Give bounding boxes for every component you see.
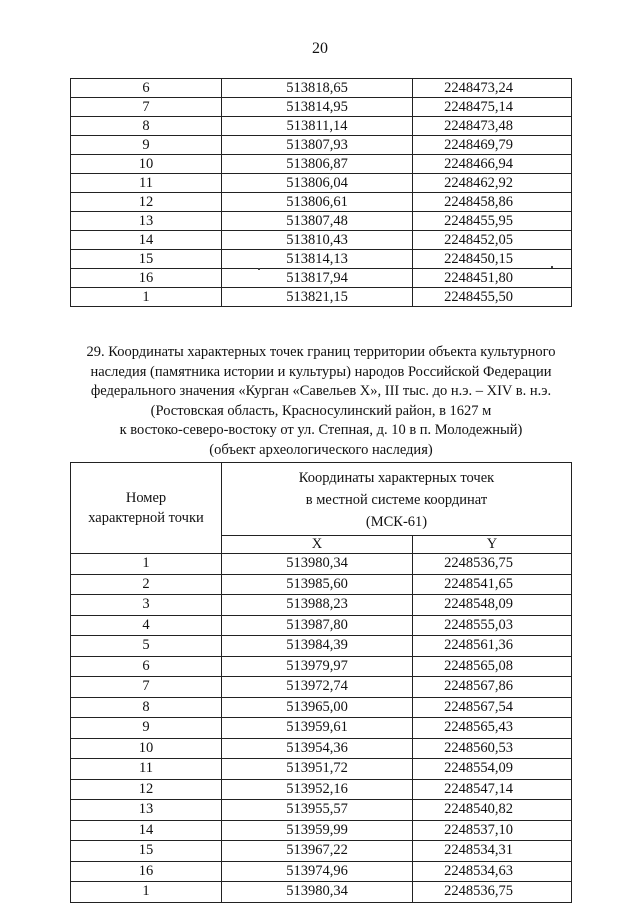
cell-point-number: 6 bbox=[71, 656, 222, 677]
cell-x-coordinate: 513951,72 bbox=[222, 759, 413, 780]
cell-x-coordinate: 513814,95 bbox=[222, 98, 413, 117]
header-line: в местной системе координат bbox=[305, 492, 488, 508]
header-line: Номер bbox=[125, 490, 167, 506]
page-number: 20 bbox=[312, 40, 328, 57]
cell-point-number: 11 bbox=[71, 174, 222, 193]
cell-x-coordinate: 513811,14 bbox=[222, 117, 413, 136]
table-row bbox=[71, 174, 572, 193]
table-row bbox=[71, 288, 572, 307]
table-row bbox=[71, 861, 572, 882]
scan-speck bbox=[258, 268, 260, 270]
table-row bbox=[71, 98, 572, 117]
cell-point-number: 6 bbox=[71, 79, 222, 98]
table-row bbox=[71, 882, 572, 903]
column-header-point-number bbox=[71, 463, 222, 554]
cell-x-coordinate: 513985,60 bbox=[222, 574, 413, 595]
header-line: (МСК-61) bbox=[365, 514, 428, 530]
cell-x-coordinate: 513821,15 bbox=[222, 288, 413, 307]
cell-y-coordinate: 2248462,92 bbox=[413, 174, 572, 193]
cell-point-number: 5 bbox=[71, 636, 222, 657]
cell-point-number: 7 bbox=[71, 677, 222, 698]
heading-line: (объект археологического наследия) bbox=[209, 441, 433, 458]
cell-y-coordinate: 2248466,94 bbox=[413, 155, 572, 174]
cell-x-coordinate: 513952,16 bbox=[222, 779, 413, 800]
table-row bbox=[71, 656, 572, 677]
cell-y-coordinate: 2248555,03 bbox=[413, 615, 572, 636]
cell-y-coordinate: 2248565,43 bbox=[413, 718, 572, 739]
cell-point-number: 14 bbox=[71, 231, 222, 250]
cell-point-number: 1 bbox=[71, 554, 222, 575]
table-row bbox=[71, 231, 572, 250]
cell-point-number: 12 bbox=[71, 779, 222, 800]
cell-point-number: 16 bbox=[71, 861, 222, 882]
column-header-coordinates bbox=[222, 463, 572, 536]
cell-point-number: 9 bbox=[71, 136, 222, 155]
header-line: характерной точки bbox=[88, 510, 204, 526]
cell-y-coordinate: 2248451,80 bbox=[413, 269, 572, 288]
cell-point-number: 3 bbox=[71, 595, 222, 616]
cell-point-number: 8 bbox=[71, 697, 222, 718]
cell-y-coordinate: 2248534,31 bbox=[413, 841, 572, 862]
cell-point-number: 7 bbox=[71, 98, 222, 117]
cell-y-coordinate: 2248469,79 bbox=[413, 136, 572, 155]
heading-line: 29. Координаты характерных точек границ территории объекта культурного bbox=[86, 344, 556, 360]
table-row bbox=[71, 820, 572, 841]
cell-y-coordinate: 2248455,95 bbox=[413, 212, 572, 231]
column-header-y: Y bbox=[413, 536, 572, 554]
cell-x-coordinate: 513974,96 bbox=[222, 861, 413, 882]
cell-y-coordinate: 2248458,86 bbox=[413, 193, 572, 212]
cell-y-coordinate: 2248560,53 bbox=[413, 738, 572, 759]
cell-x-coordinate: 513980,34 bbox=[222, 554, 413, 575]
table-row bbox=[71, 250, 572, 269]
cell-y-coordinate: 2248473,24 bbox=[413, 79, 572, 98]
cell-x-coordinate: 513810,43 bbox=[222, 231, 413, 250]
cell-y-coordinate: 2248548,09 bbox=[413, 595, 572, 616]
table-row bbox=[71, 697, 572, 718]
cell-point-number: 14 bbox=[71, 820, 222, 841]
cell-x-coordinate: 513988,23 bbox=[222, 595, 413, 616]
cell-y-coordinate: 2248540,82 bbox=[413, 800, 572, 821]
table-row bbox=[71, 779, 572, 800]
cell-x-coordinate: 513959,99 bbox=[222, 820, 413, 841]
cell-point-number: 15 bbox=[71, 841, 222, 862]
cell-y-coordinate: 2248475,14 bbox=[413, 98, 572, 117]
section-29-heading bbox=[70, 343, 572, 460]
cell-x-coordinate: 513954,36 bbox=[222, 738, 413, 759]
cell-point-number: 1 bbox=[71, 288, 222, 307]
cell-x-coordinate: 513806,61 bbox=[222, 193, 413, 212]
table-row bbox=[71, 677, 572, 698]
cell-x-coordinate: 513814,13 bbox=[222, 250, 413, 269]
cell-x-coordinate: 513807,93 bbox=[222, 136, 413, 155]
cell-x-coordinate: 513987,80 bbox=[222, 615, 413, 636]
cell-x-coordinate: 513959,61 bbox=[222, 718, 413, 739]
table-row bbox=[71, 136, 572, 155]
table-row bbox=[71, 155, 572, 174]
cell-x-coordinate: 513807,48 bbox=[222, 212, 413, 231]
cell-x-coordinate: 513979,97 bbox=[222, 656, 413, 677]
table-row bbox=[71, 212, 572, 231]
table-row bbox=[71, 574, 572, 595]
heading-line: наследия (памятника истории и культуры) народов Российской Федерации bbox=[90, 363, 552, 380]
scan-speck bbox=[551, 266, 553, 268]
heading-line: (Ростовская область, Красносулинский район, в 1627 м bbox=[150, 402, 492, 419]
table-row bbox=[71, 79, 572, 98]
cell-point-number: 9 bbox=[71, 718, 222, 739]
cell-x-coordinate: 513965,00 bbox=[222, 697, 413, 718]
header-line: Координаты характерных точек bbox=[298, 470, 495, 486]
cell-y-coordinate: 2248541,65 bbox=[413, 574, 572, 595]
cell-point-number: 2 bbox=[71, 574, 222, 595]
cell-y-coordinate: 2248455,50 bbox=[413, 288, 572, 307]
table-row bbox=[71, 759, 572, 780]
table-row bbox=[71, 595, 572, 616]
table-row bbox=[71, 636, 572, 657]
cell-y-coordinate: 2248537,10 bbox=[413, 820, 572, 841]
cell-point-number: 13 bbox=[71, 800, 222, 821]
cell-x-coordinate: 513806,04 bbox=[222, 174, 413, 193]
table-row bbox=[71, 615, 572, 636]
cell-point-number: 16 bbox=[71, 269, 222, 288]
cell-x-coordinate: 513967,22 bbox=[222, 841, 413, 862]
cell-x-coordinate: 513818,65 bbox=[222, 79, 413, 98]
cell-point-number: 15 bbox=[71, 250, 222, 269]
cell-point-number: 11 bbox=[71, 759, 222, 780]
cell-x-coordinate: 513817,94 bbox=[222, 269, 413, 288]
cell-y-coordinate: 2248452,05 bbox=[413, 231, 572, 250]
table-row bbox=[71, 718, 572, 739]
cell-y-coordinate: 2248567,54 bbox=[413, 697, 572, 718]
table-row bbox=[71, 800, 572, 821]
cell-y-coordinate: 2248536,75 bbox=[413, 882, 572, 903]
cell-x-coordinate: 513984,39 bbox=[222, 636, 413, 657]
coordinates-table-continued bbox=[70, 78, 572, 307]
table-row bbox=[71, 269, 572, 288]
heading-line: федерального значения «Курган «Савельев Х», III тыс. до н.э. – XIV в. н.э. bbox=[90, 383, 552, 399]
cell-y-coordinate: 2248567,86 bbox=[413, 677, 572, 698]
cell-y-coordinate: 2248534,63 bbox=[413, 861, 572, 882]
cell-y-coordinate: 2248450,15 bbox=[413, 250, 572, 269]
cell-point-number: 10 bbox=[71, 738, 222, 759]
cell-x-coordinate: 513955,57 bbox=[222, 800, 413, 821]
cell-point-number: 10 bbox=[71, 155, 222, 174]
table-row bbox=[71, 738, 572, 759]
cell-y-coordinate: 2248536,75 bbox=[413, 554, 572, 575]
cell-point-number: 4 bbox=[71, 615, 222, 636]
cell-y-coordinate: 2248547,14 bbox=[413, 779, 572, 800]
cell-point-number: 13 bbox=[71, 212, 222, 231]
cell-y-coordinate: 2248565,08 bbox=[413, 656, 572, 677]
cell-point-number: 1 bbox=[71, 882, 222, 903]
cell-x-coordinate: 513980,34 bbox=[222, 882, 413, 903]
coordinates-table-section-29 bbox=[70, 462, 572, 903]
cell-point-number: 8 bbox=[71, 117, 222, 136]
cell-y-coordinate: 2248473,48 bbox=[413, 117, 572, 136]
cell-x-coordinate: 513972,74 bbox=[222, 677, 413, 698]
cell-x-coordinate: 513806,87 bbox=[222, 155, 413, 174]
table-row bbox=[71, 841, 572, 862]
table-row bbox=[71, 193, 572, 212]
column-header-x: X bbox=[222, 536, 413, 554]
cell-y-coordinate: 2248561,36 bbox=[413, 636, 572, 657]
table-row bbox=[71, 117, 572, 136]
cell-y-coordinate: 2248554,09 bbox=[413, 759, 572, 780]
cell-point-number: 12 bbox=[71, 193, 222, 212]
table-row bbox=[71, 554, 572, 575]
heading-line: к востоко-северо-востоку от ул. Степная, д. 10 в п. Молодежный) bbox=[119, 422, 523, 438]
